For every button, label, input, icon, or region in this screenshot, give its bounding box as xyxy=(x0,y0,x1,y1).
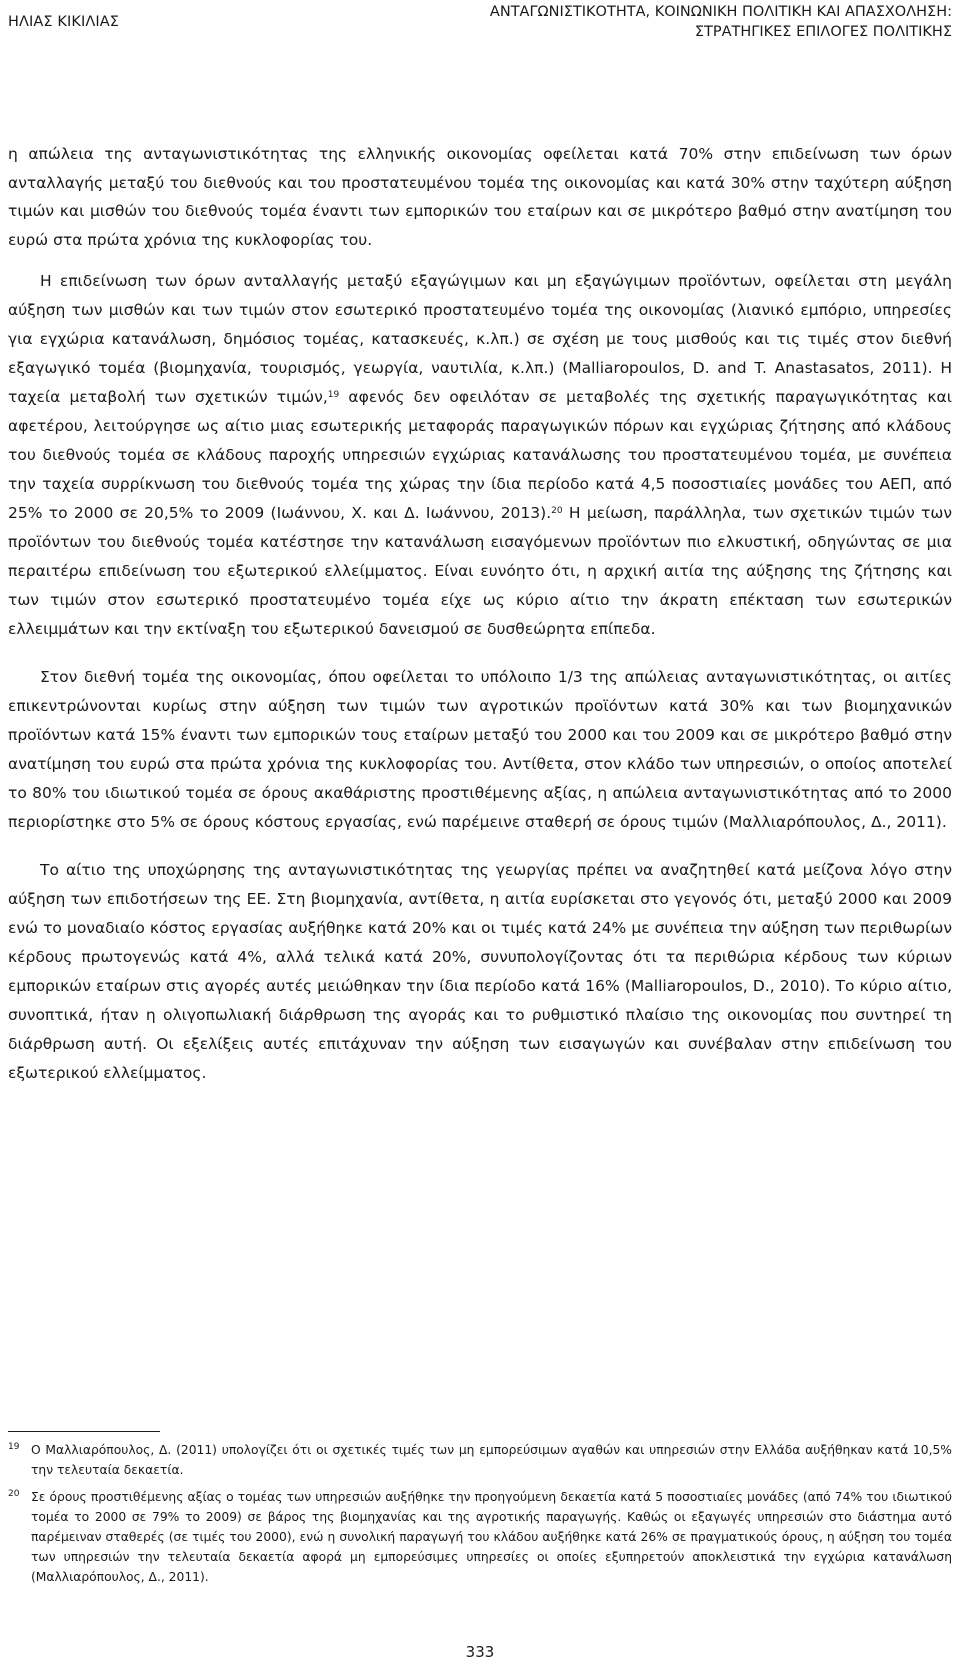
running-header-title xyxy=(490,2,952,42)
paragraph-text-segment: Η μείωση, παράλληλα, των σχετικών τιμών των προϊόντων του διεθνούς τομέα κατέστησε την κατανάλωση εισαγόμενων προϊόντων πιο ελκυστική, οδηγώντας σε μια περαιτέρω επιδείνωση του εξωτερικού ελλείμματος. Είναι ευνόητο ότι, η αρχική αιτία της αύξησης της ζήτησης και των τιμών στον εσωτερικό προστατευμένο τομέα είχε ως κύριο αίτιο την άκρατη επέκταση των εσωτερικών ελλειμμάτων και την εκτίναξη του εξωτερικού δανεισμού σε δυσθεώρητα επίπεδα. xyxy=(8,504,953,638)
running-header-author: ΗΛΙΑΣ ΚΙΚΙΛΙΑΣ xyxy=(8,14,120,30)
paragraph-continuation: η απώλεια της ανταγωνιστικότητας της ελληνικής οικονομίας οφείλεται κατά 70% στην επιδείνωση των όρων ανταλλαγής μεταξύ του διεθνούς και του προστατευμένου τομέα της οικονομίας και κατά 30% στην ταχύτερη αύξηση τιμών και μισθών του διεθνούς τομέα έναντι των εμπορικών του εταίρων και σε μικρότερο βαθμό στην ανατίμηση του ευρώ στα πρώτα χρόνια της κυκλοφορίας του. xyxy=(8,145,952,249)
running-header-title-line2: ΣΤΡΑΤΗΓΙΚΕΣ ΕΠΙΛΟΓΕΣ ΠΟΛΙΤΙΚΗΣ xyxy=(694,24,952,40)
paragraph-agriculture-industry: Το αίτιο της υποχώρησης της ανταγωνιστικότητας της γεωργίας πρέπει να αναζητηθεί κατά μείζονα λόγο στην αύξηση των επιδοτήσεων της ΕΕ. Στη βιομηχανία, αντίθετα, η αιτία ευρίσκεται στο γεγονός ότι, μεταξύ 2000 και 2009 ενώ το μοναδιαίο κόστος εργασίας αυξήθηκε κατά 20% και οι τιμές κατά 24% με συνέπεια την αύξηση των περιθωρίων κέρδους πρωτογενώς κατά 4%, αλλά τελικά κατά 20%, συνυπολογίζοντας ότι τα περιθώρια κέρδους των κύριων εμπορικών εταίρων στις αγορές αυτές μειώθηκαν την ίδια περίοδο κατά 16% (Malliaropoulos, D., 2010). Το κύριο αίτιο, συνοπτικά, ήταν η ολιγοπωλιακή διάρθρωση της αγοράς και το ρυθμιστικό πλαίσιο της οικονομίας που συντηρεί τη διάρθρωση αυτή. Οι εξελίξεις αυτές επιτάχυναν την αύξηση των εισαγωγών και συνέβαλαν στην επιδείνωση του εξωτερικού ελλείμματος. xyxy=(8,861,952,1082)
main-text xyxy=(8,140,952,1107)
footnote-mark: 19 xyxy=(8,1442,20,1452)
footnote-ref-20[interactable]: 20 xyxy=(551,506,563,516)
footnote-19 xyxy=(8,1440,952,1480)
paragraph-text-segment: Η επιδείνωση των όρων ανταλλαγής μεταξύ εξαγώγιμων και μη εξαγώγιμων προϊόντων, οφείλεται στη μεγάλη αύξηση των μισθών και των τιμών στον εσωτερικό προστατευμένο τομέα της οικονομίας (λιανικό εμπόριο, υπηρεσίες για εγχώρια κατανάλωση, δημόσιος τομέας, κατασκευές, κ.λπ.) σε σχέση με τους μισθούς και τις τιμές στον διεθνή εξαγωγικό τομέα (βιομηχανία, τουρισμός, γεωργία, ναυτιλία, κ.λπ.) (Malliaropoulos, D. and T. Anastasatos, 2011). Η ταχεία μεταβολή των σχετικών τιμών, xyxy=(8,272,952,406)
footnote-text: Ο Μαλλιαρόπουλος, Δ. (2011) υπολογίζει ότι οι σχετικές τιμές των μη εμπορεύσιμων αγαθών και υπηρεσιών στην Ελλάδα αυξήθηκαν κατά 10,5% την τελευταία δεκαετία. xyxy=(31,1443,952,1477)
page-number: 333 xyxy=(465,1643,495,1661)
footnote-20 xyxy=(8,1487,952,1587)
footnote-text: Σε όρους προστιθέμενης αξίας ο τομέας των υπηρεσιών αυξήθηκε την προηγούμενη δεκαετία κατά 5 ποσοστιαίες μονάδες (από 74% του ιδιωτικού τομέα το 2000 σε 79% το 2009) σε βάρος της βιομηχανίας και της αγροτικής παραγωγής. Καθώς οι εξαγωγές υπηρεσιών στο διάστημα αυτό παρέμειναν σταθερές (σε τιμές του 2000), ενώ η συνολική παραγωγή του κλάδου αυξήθηκε κατά 26% σε πραγματικούς όρους, η αύξηση του τομέα των υπηρεσιών την τελευταία δεκαετία αφορά μη εμπορεύσιμες υπηρεσίες οι οποίες εξυπηρετούν αποκλειστικά την εγχώρια κατανάλωση (Μαλλιαρόπουλος, Δ., 2011). xyxy=(31,1490,952,1584)
footnote-mark: 20 xyxy=(8,1489,20,1499)
paragraph-terms-of-trade xyxy=(8,267,952,644)
paragraph-international-sector: Στον διεθνή τομέα της οικονομίας, όπου οφείλεται το υπόλοιπο 1/3 της απώλειας ανταγωνιστικότητας, οι αιτίες επικεντρώνονται κυρίως στην αύξηση των τιμών των αγροτικών προϊόντων κατά 30% και των βιομηχανικών προϊόντων κατά 15% έναντι των εμπορικών τους εταίρων μεταξύ του 2000 και του 2009 και σε μικρότερο βαθμό στην ανατίμηση του ευρώ στα πρώτα χρόνια της κυκλοφορίας του. Αντίθετα, στον κλάδο των υπηρεσιών, ο οποίος αποτελεί το 80% του ιδιωτικού τομέα σε όρους ακαθάριστης προστιθέμενης αξίας, η απώλεια ανταγωνιστικότητας από το 2000 περιορίστηκε στο 5% σε όρους κόστους εργασίας, ενώ παρέμεινε σταθερή σε όρους τιμών (Μαλλιαρόπουλος, Δ., 2011). xyxy=(8,668,952,831)
running-header-title-line1: ΑΝΤΑΓΩΝΙΣΤΙΚΟΤΗΤΑ, ΚΟΙΝΩΝΙΚΗ ΠΟΛΙΤΙΚΗ ΚΑΙ ΑΠΑΣΧΟΛΗΣΗ: xyxy=(489,4,952,20)
footnote-ref-19[interactable]: 19 xyxy=(327,390,340,400)
paragraph-text-segment: αφενός δεν οφειλόταν σε μεταβολές της σχετικής παραγωγικότητας και αφετέρου, λειτούργησε ως αίτιο μιας εσωτερικής μεταφοράς παραγωγικών πόρων και εγχώριας ζήτησης από κλάδους του διεθνούς τομέα σε κλάδους παροχής υπηρεσιών εγχώριας κατανάλωσης του προστατευμένου τομέα, με συνέπεια την ταχεία συρρίκνωση του διεθνούς τομέα της χώρας την ίδια περίοδο κατά 4,5 ποσοστιαίες μονάδες του ΑΕΠ, από 25% το 2000 σε 20,5% το 2009 (Ιωάννου, Χ. και Δ. Ιωάννου, 2013). xyxy=(8,388,952,522)
footnote-separator xyxy=(8,1431,160,1432)
footnotes xyxy=(8,1440,952,1594)
